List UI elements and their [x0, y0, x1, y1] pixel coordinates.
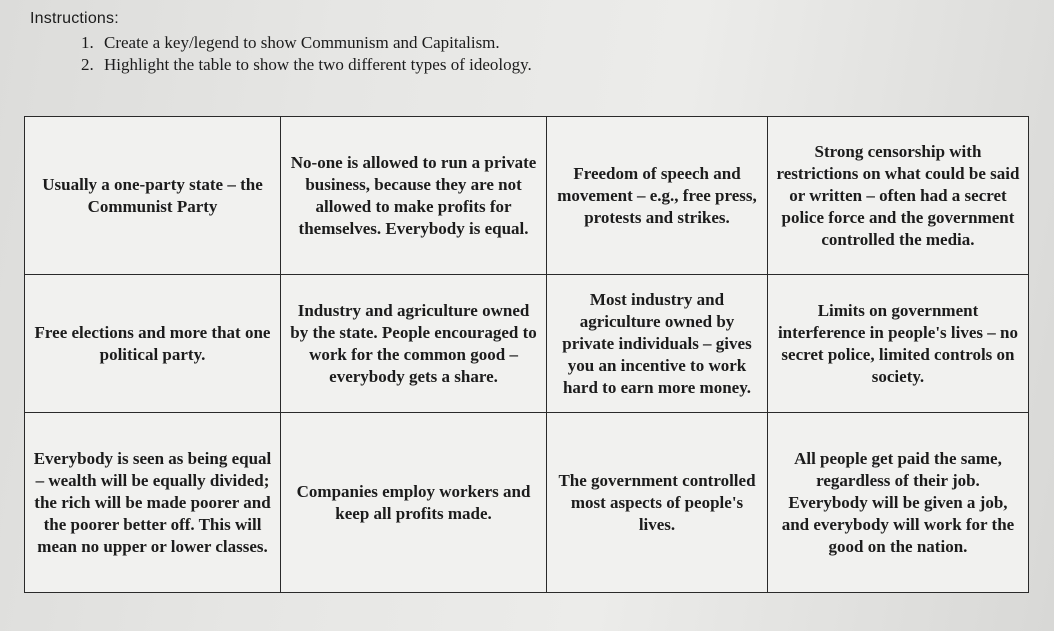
instructions-title: Instructions: — [30, 10, 119, 27]
table-row — [25, 275, 1029, 413]
ideology-worksheet — [24, 116, 1029, 592]
table-cell[interactable]: Everybody is seen as being equal – wealth will be equally divided; the rich will be made poorer and the poorer better off. This will mean no upper or lower classes. — [25, 413, 281, 593]
table-cell[interactable]: No-one is allowed to run a private business, because they are not allowed to make profits for themselves. Everybody is equal. — [281, 117, 547, 275]
ideology-table — [24, 116, 1029, 593]
table-cell[interactable]: The government controlled most aspects of people's lives. — [547, 413, 768, 593]
table-cell[interactable]: Companies employ workers and keep all profits made. — [281, 413, 547, 593]
table-cell[interactable]: All people get paid the same, regardless of their job. Everybody will be given a job, and everybody will work for the good on the nation. — [767, 413, 1028, 593]
table-row — [25, 117, 1029, 275]
table-cell[interactable]: Free elections and more that one political party. — [25, 275, 281, 413]
instruction-item-2: 2. Highlight the table to show the two different types of ideology. — [98, 54, 730, 76]
instructions-list — [30, 32, 730, 76]
table-cell[interactable]: Industry and agriculture owned by the state. People encouraged to work for the common good – everybody gets a share. — [281, 275, 547, 413]
instructions-block — [30, 10, 730, 76]
table-cell[interactable]: Strong censorship with restrictions on what could be said or written – often had a secret police force and the government controlled the media. — [767, 117, 1028, 275]
table-cell[interactable]: Most industry and agriculture owned by private individuals – gives you an incentive to work hard to earn more money. — [547, 275, 768, 413]
table-cell[interactable]: Limits on government interference in people's lives – no secret police, limited controls on society. — [767, 275, 1028, 413]
table-row — [25, 413, 1029, 593]
table-cell[interactable]: Freedom of speech and movement – e.g., free press, protests and strikes. — [547, 117, 768, 275]
instruction-item-1: 1. Create a key/legend to show Communism and Capitalism. — [98, 32, 730, 54]
table-cell[interactable]: Usually a one-party state – the Communist Party — [25, 117, 281, 275]
